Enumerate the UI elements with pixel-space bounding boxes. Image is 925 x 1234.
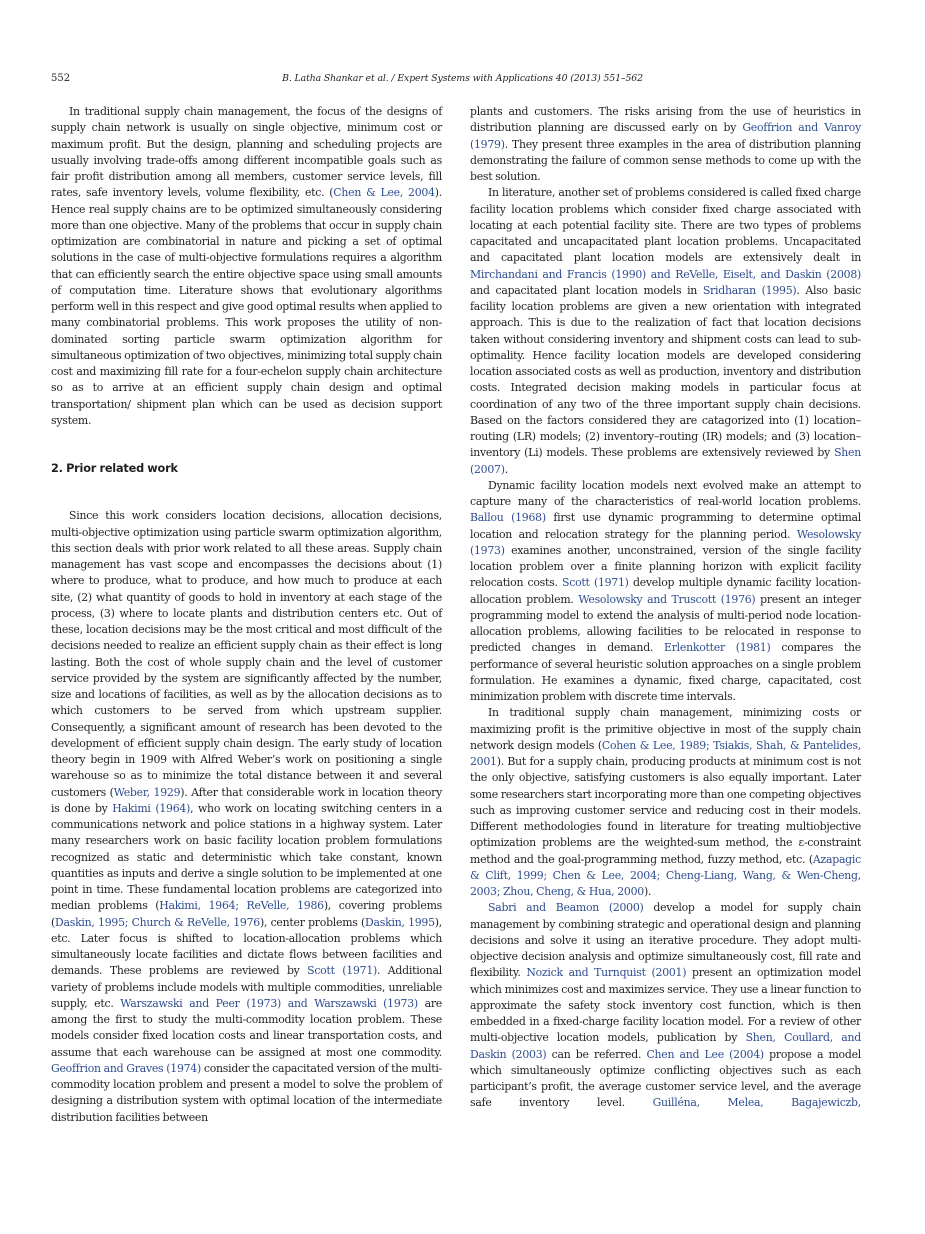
- citation-link[interactable]: Erlenkotter (1981): [664, 641, 771, 655]
- text-run: , who work on locating switching centers in a communications network and police stations in a highway system. Later many researchers work on basic facility location problem formulations recognized as static and deterministic which take constant, known quantities as inputs and derive a single solution to be implemented at one point in time. These fundamental location problems are categorized into median problems (: [51, 801, 442, 913]
- text-run: propose a model which simultaneously optimize conflicting objectives such as each participant’s profit, the average customer service level, and the average safe inventory level.: [470, 1047, 862, 1110]
- citation-link[interactable]: Scott (1971): [307, 964, 378, 978]
- citation-link[interactable]: Wesolowsky (1973): [470, 527, 861, 557]
- intro-paragraph: [51, 104, 442, 429]
- page-number: 552: [51, 73, 71, 84]
- citation-link[interactable]: Geoffrion and Graves (1974): [51, 1061, 201, 1075]
- citation-link[interactable]: Geoffrion and Vanroy (1979): [470, 121, 861, 151]
- citation-link[interactable]: Guilléna, Melea, Bagajewiczb,: [652, 1096, 861, 1110]
- paragraph-models-review: [470, 900, 861, 1111]
- paragraph-dynamic-models: [470, 478, 861, 706]
- text-run: . Also basic facility location problems are given a new orientation with integrated approach. This is due to the realization of fact that location decisions taken without considering inventory and shipment costs can lead to sub-optimality. Hence facility location models are developed considering location associated costs as well as production, inventory and distribution costs. Integrated decision making models in particular focus at coordination of any two of the three important supply chain decisions. Based on the factors considered they are catagorized into (1) location–routing (LR) models; (2) inventory–routing (IR) models; and (3) location–inventory (Li) models. These problems are extensively reviewed by: [470, 283, 861, 460]
- citation-link[interactable]: Azapagic & Clift, 1999; Chen & Lee, 2004; Cheng-Liang, Wang, & Wen-Cheng, 2003; Zhou, Cheng, & Hua, 2000: [470, 852, 861, 898]
- citation-link[interactable]: Daskin, 1995: [365, 915, 435, 929]
- citation-link[interactable]: Weber, 1929: [113, 785, 181, 799]
- citation-link[interactable]: Scott (1971): [562, 576, 629, 590]
- section-paragraph: [51, 508, 442, 1126]
- right-column: [470, 104, 861, 1112]
- text-run: In traditional supply chain management, minimizing costs or maximizing profit is the primitive objective in most of the supply chain network design models (: [470, 706, 861, 752]
- text-run: ). But for a supply chain, producing products at minimum cost is not the only objective, satisfying customers is also equally important. Later some researchers start incorporating more than one competing objectives such as improving customer service and reducing cost in their models. Different methodologies found in literature for treating multiobjective optimization problems are the weighted-sum method, the ε-constraint method and the goal-programming method, fuzzy method, etc. (: [470, 755, 861, 866]
- left-column: [51, 104, 442, 1126]
- text-run: and capacitated plant location models in: [470, 283, 703, 297]
- text-run: ), covering problems (: [51, 899, 442, 929]
- paragraph-continued: [470, 104, 861, 185]
- paragraph-multiobjective: [470, 705, 861, 900]
- citation-link[interactable]: Sridharan (1995): [702, 283, 797, 297]
- text-run: compares the performance of several heuristic solution approaches on a single problem formulation. He examines a dynamic, fixed charge, capacitated, cost minimization problem with discrete time intervals.: [470, 641, 862, 703]
- section-heading: 2. Prior related work: [51, 462, 178, 475]
- text-run: ), etc. Later focus is shifted to location-allocation problems which simultaneously locate facilities and dictate flows between facilities and demands. These problems are reviewed by: [51, 915, 443, 978]
- text-run: present an optimization model which minimizes cost and maximizes service. They use a linear function to approximate the safety stock inventory cost function, which is then embedded in a fixed-charge facility location model. For a review of other multi-objective location models, publication by: [470, 966, 861, 1045]
- text-run: develop a model for supply chain management by combining strategic and operational design and planning decisions and solve it using an iterative procedure. They adopt multi-objective decision analysis and optimize simultaneously cost, fill rate and flexibility.: [470, 901, 861, 980]
- citation-link[interactable]: Sabri and Beamon (2000): [488, 901, 644, 915]
- citation-link[interactable]: Nozick and Turnquist (2001): [526, 966, 687, 980]
- text-run: ), center problems (: [259, 915, 366, 929]
- text-run: In literature, another set of problems considered is called fixed charge facility location problems which consider fixed charge associated with locating at each potential facility site. There are two types of problems capacitated and uncapacitated plant location problems. Uncapacitated and capacitated plant location models are extensively dealt in: [470, 186, 861, 265]
- text-run: are among the first to study the multi-commodity location problem. These models consider fixed location costs and linear transportation costs, and assume that each warehouse can be assigned at most one commodity.: [51, 996, 442, 1059]
- citation-link[interactable]: Ballou (1968): [470, 511, 546, 525]
- text-run: can be referred.: [546, 1047, 647, 1061]
- text-run: ). Hence real supply chains are to be optimized simultaneously considering more than one objective. Many of the problems that occur in supply chain optimization are combinatorial in nature and picking a set of optimal solutions in the case of multi-objective formulations requires a algorithm that can efficiently search the entire objective space using small amounts of computation time. Literature shows that evolutionary algorithms perform well in this respect and give good optimal results when applied to many combinatorial problems. This work proposes the utility of non-dominated sorting particle swarm optimization algorithm for simultaneous optimization of two objectives, minimizing total supply chain cost and maximizing fill rate for a four-echelon supply chain architecture so as to arrive at an efficient supply chain design and optimal transportation/ shipment plan which can be used as decision support system.: [51, 186, 442, 427]
- citation-link[interactable]: Shen, Coullard, and Daskin (2003): [470, 1031, 862, 1061]
- citation-link[interactable]: Daskin, 1995; Church & ReVelle, 1976: [55, 915, 260, 929]
- citation-link[interactable]: Wesolowsky and Truscott (1976): [578, 592, 756, 606]
- text-run: .: [504, 462, 508, 476]
- text-run: plants and customers. The risks arising from the use of heuristics in distribution planning are discussed early on by: [470, 105, 861, 135]
- text-run: develop multiple dynamic facility location-allocation problem.: [470, 576, 861, 606]
- running-head: B. Latha Shankar et al. / Expert Systems with Applications 40 (2013) 551–562: [282, 73, 643, 84]
- text-run: first use dynamic programming to determine optimal location and relocation strategy for the planning period.: [470, 511, 861, 541]
- citation-link[interactable]: Mirchandani and Francis (1990) and ReVelle, Eiselt, and Daskin (2008): [470, 267, 861, 281]
- text-run: Since this work considers location decisions, allocation decisions, multi-objective optimization using particle swarm optimization algorithm, this section deals with prior work related to all these areas. Supply chain management has vast scope and encompasses the decisions about (1) where to produce, what to produce, and how much to produce at each site, (2) what quantity of goods to hold in inventory at each stage of the process, (3) where to locate plants and distribution centers etc. Out of these, location decisions may be the most critical and most difficult of the decisions needed to realize an efficient supply chain as their effect is long lasting. Both the cost of whole supply chain and the level of customer service provided by the system are significantly affected by the number, size and locations of facilities, as well as by the allocation decisions as to which customers to be served from which upstream supplier. Consequently, a significant amount of research has been devoted to the development of efficient supply chain design. The early study of location theory begin in 1909 with Alfred Weber’s work on positioning a single warehouse so as to minimize the total distance between it and several customers (: [51, 509, 442, 799]
- text-run: . They present three examples in the area of distribution planning demonstrating the failure of common sense methods to come up with the best solution.: [470, 137, 861, 183]
- citation-link[interactable]: Hakimi (1964): [112, 801, 191, 815]
- paragraph-facility-location: [470, 185, 861, 478]
- text-run: ).: [643, 885, 652, 898]
- text-run: . Additional variety of problems include models with multiple commodities, unreliable supply, etc.: [51, 964, 442, 1010]
- text-run: present an integer programming model to extend the analysis of multi-period node location-allocation problems, allowing facilities to be relocated in response to predicted changes in demand.: [470, 592, 861, 655]
- citation-link[interactable]: Chen and Lee (2004): [646, 1047, 764, 1061]
- citation-link[interactable]: Shen (2007): [470, 446, 861, 476]
- text-run: In traditional supply chain management, the focus of the designs of supply chain network is usually on single objective, minimum cost or maximum profit. But the design, planning and scheduling projects are usually involving trade-offs among different incompatible goals such as fair profit distribution among all members, customer service levels, fill rates, safe inventory levels, volume flexibility, etc. (: [51, 105, 442, 200]
- text-run: Dynamic facility location models next evolved make an attempt to capture many of the characteristics of real-world location problems.: [470, 478, 861, 508]
- citation-link[interactable]: Warszawski and Peer (1973) and Warszawski (1973): [120, 996, 418, 1010]
- text-run: examines another, unconstrained, version of the single facility location problem over a finite planning horizon with explicit facility relocation costs.: [470, 543, 861, 590]
- text-run: ). After that considerable work in location theory is done by: [51, 785, 442, 815]
- text-run: consider the capacitated version of the multi-commodity location problem and present a model to solve the problem of designing a distribution system with optimal location of the intermediate distribution facilities between: [51, 1061, 442, 1124]
- citation-link[interactable]: Cohen & Lee, 1989; Tsiakis, Shah, & Pantelides, 2001: [470, 738, 861, 768]
- citation-link[interactable]: Chen & Lee, 2004: [333, 186, 435, 200]
- citation-link[interactable]: Hakimi, 1964; ReVelle, 1986: [159, 899, 324, 913]
